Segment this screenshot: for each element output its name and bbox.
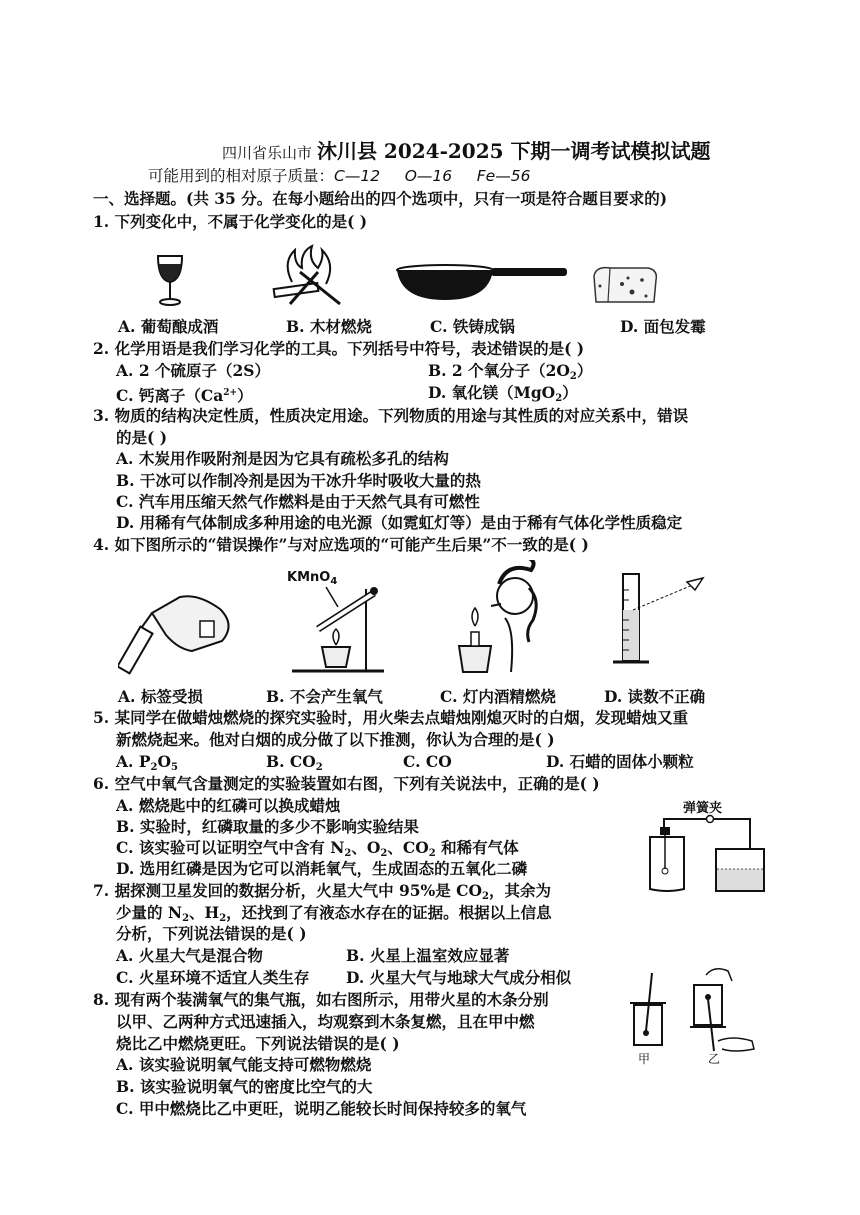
exam-title [222, 140, 711, 164]
q6-option-c-mid2: 、CO [387, 838, 429, 857]
q2-option-a[interactable]: A. 2 个硫原子（2S） [116, 361, 270, 380]
q5-option-a-sub1: 2 [150, 762, 158, 773]
q7-option-c[interactable]: C. 火星环境不适宜人类生存 [116, 968, 310, 987]
q4-option-b[interactable]: B. 不会产生氧气 [266, 687, 383, 706]
section-heading: 一、选择题。(共 35 分。在每小题给出的四个选项中，只有一项是符合题目要求的) [93, 189, 668, 208]
q4-option-d[interactable]: D. 读数不正确 [604, 687, 706, 706]
q8-option-b[interactable]: B. 该实验说明氧气的密度比空气的大 [116, 1077, 373, 1096]
q3-option-b[interactable]: B. 干冰可以作制冷剂是因为干冰升华时吸收大量的热 [116, 471, 481, 490]
q5-option-a-mid: O [157, 752, 171, 771]
atomic-mass-label: 可能用到的相对原子质量： [148, 167, 335, 185]
q5-option-a-text: A. P [116, 752, 151, 771]
q7-stem-2-sub1: 2 [182, 913, 190, 924]
title-prefix: 四川省乐山市 [222, 144, 313, 162]
atomic-mass-line [148, 165, 530, 187]
q7-option-b[interactable]: B. 火星上温室效应显著 [346, 946, 510, 965]
spring-clip-label: 弹簧夹 [683, 801, 723, 816]
q6-option-c-mid1: 、O [351, 838, 381, 857]
q4-option-a[interactable]: A. 标签受损 [118, 687, 203, 706]
wine-glass-icon [150, 250, 190, 308]
label-jia: 甲 [638, 1052, 651, 1066]
q7-stem-1-sub: 2 [482, 891, 489, 902]
q6-stem: 6. 空气中氧气含量测定的实验装置如右图，下列有关说法中，正确的是( ) [93, 774, 600, 793]
label-yi: 乙 [708, 1052, 721, 1066]
q2-option-c-sup: 2+ [223, 388, 238, 398]
q6-option-c-text: C. 该实验可以证明空气中含有 N [116, 838, 345, 857]
q2-option-d-close: ） [562, 383, 578, 402]
q6-option-c-sub2: 2 [380, 848, 388, 859]
oxygen-measurement-apparatus-icon [640, 813, 770, 895]
iron-pan-icon [395, 262, 570, 306]
heating-kmno4-apparatus-icon [288, 585, 388, 677]
q3-stem-1: 3. 物质的结构决定性质，性质决定用途。下列物质的用途与其性质的对应关系中，错误 [93, 406, 689, 425]
q3-option-a[interactable]: A. 木炭用作吸附剂是因为它具有疏松多孔的结构 [116, 449, 449, 468]
kmno4-text: KMnO [287, 570, 331, 585]
q5-stem-1: 5. 某同学在做蜡烛燃烧的探究实验时，用火柴去点蜡烛刚熄灭时的白烟，发现蜡烛又重 [93, 708, 689, 727]
q6-option-c-sub3: 2 [428, 848, 436, 859]
q7-stem-3: 分析，下列说法错误的是( ) [116, 924, 307, 943]
atomic-mass-values: C—12 O—16 Fe—56 [334, 167, 531, 185]
q7-option-a[interactable]: A. 火星大气是混合物 [116, 946, 263, 965]
q4-option-c[interactable]: C. 灯内酒精燃烧 [440, 687, 556, 706]
q8-option-a[interactable]: A. 该实验说明氧气能支持可燃物燃烧 [116, 1055, 372, 1074]
q2-stem: 2. 化学用语是我们学习化学的工具。下列括号中符号，表述错误的是( ) [93, 339, 585, 358]
q7-stem-1-text: 7. 据探测卫星发回的数据分析，火星大气中 95%是 CO [93, 881, 483, 900]
q5-stem-2: 新燃烧起来。他对白烟的成分做了以下推测，你认为合理的是( ) [116, 730, 555, 749]
q5-option-b-text: B. CO [266, 752, 316, 771]
q1-option-b[interactable]: B. 木材燃烧 [286, 317, 372, 336]
graduated-cylinder-icon [605, 570, 710, 670]
q2-option-c[interactable] [116, 382, 253, 407]
q7-stem-2-mid: 、H [189, 903, 220, 922]
q7-stem-2-end: ，还找到了有液态水存在的证据。根据以上信息 [226, 903, 552, 922]
q8-stem-2: 以甲、乙两种方式迅速插入，均观察到木条复燃，且在甲中燃 [116, 1012, 535, 1031]
q5-option-b-sub: 2 [315, 762, 323, 773]
oxygen-jars-icon [622, 965, 762, 1060]
q2-option-d-sub: 2 [555, 393, 563, 404]
q7-stem-2-sub2: 2 [219, 913, 227, 924]
q1-option-d[interactable]: D. 面包发霉 [620, 317, 706, 336]
kmno4-sub: 4 [330, 576, 338, 587]
q8-stem-3: 烧比乙中燃烧更旺。下列说法错误的是( ) [116, 1034, 400, 1053]
student-blowing-lamp-icon [445, 560, 545, 678]
q2-option-b-close: ） [576, 361, 593, 380]
q7-stem-2-text: 少量的 N [116, 903, 183, 922]
q3-option-c[interactable]: C. 汽车用压缩天然气作燃料是由于天然气具有可燃性 [116, 492, 480, 511]
q1-stem: 1. 下列变化中，不属于化学变化的是( ) [93, 212, 368, 231]
q5-option-a-sub2: 5 [170, 762, 178, 773]
burning-wood-icon [270, 242, 345, 310]
q5-option-d[interactable]: D. 石蜡的固体小颗粒 [546, 752, 694, 771]
q2-option-b-sub: 2 [569, 371, 577, 382]
q6-option-b[interactable]: B. 实验时，红磷取量的多少不影响实验结果 [116, 817, 419, 836]
q4-stem: 4. 如下图所示的“错误操作”与对应选项的“可能产生后果”不一致的是( ) [93, 535, 589, 554]
q1-option-a[interactable]: A. 葡萄酿成酒 [118, 317, 219, 336]
q5-option-c[interactable]: C. CO [403, 752, 452, 771]
q2-option-d-text: D. 氧化镁（MgO [428, 383, 556, 402]
q8-stem-1: 8. 现有两个装满氧气的集气瓶，如右图所示，用带火星的木条分别 [93, 990, 549, 1009]
title-main: 沐川县 2024-2025 下期一调考试模拟试题 [316, 139, 711, 163]
q3-option-d[interactable]: D. 用稀有气体制成多种用途的电光源（如霓虹灯等）是由于稀有气体化学性质稳定 [116, 513, 683, 532]
q6-option-c-end: 和稀有气体 [435, 838, 519, 857]
q6-option-d[interactable]: D. 选用红磷是因为它可以消耗氧气，生成固态的五氧化二磷 [116, 859, 528, 878]
q2-option-c-text: C. 钙离子（Ca [116, 386, 224, 405]
q8-option-c[interactable]: C. 甲中燃烧比乙中更旺，说明乙能较长时间保持较多的氧气 [116, 1099, 527, 1118]
q1-option-c[interactable]: C. 铁铸成锅 [430, 317, 515, 336]
q2-option-c-close: ） [237, 386, 253, 405]
q7-option-d[interactable]: D. 火星大气与地球大气成分相似 [346, 968, 572, 987]
q3-stem-2: 的是( ) [116, 428, 168, 447]
q6-option-a[interactable]: A. 燃烧匙中的红磷可以换成蜡烛 [116, 796, 341, 815]
q2-option-b-text: B. 2 个氧分子（2O [428, 361, 570, 380]
moldy-bread-icon [588, 262, 660, 308]
pouring-bottle-icon [118, 575, 243, 675]
q7-stem-1-end: ，其余为 [488, 881, 551, 900]
q6-option-c-sub1: 2 [344, 848, 352, 859]
